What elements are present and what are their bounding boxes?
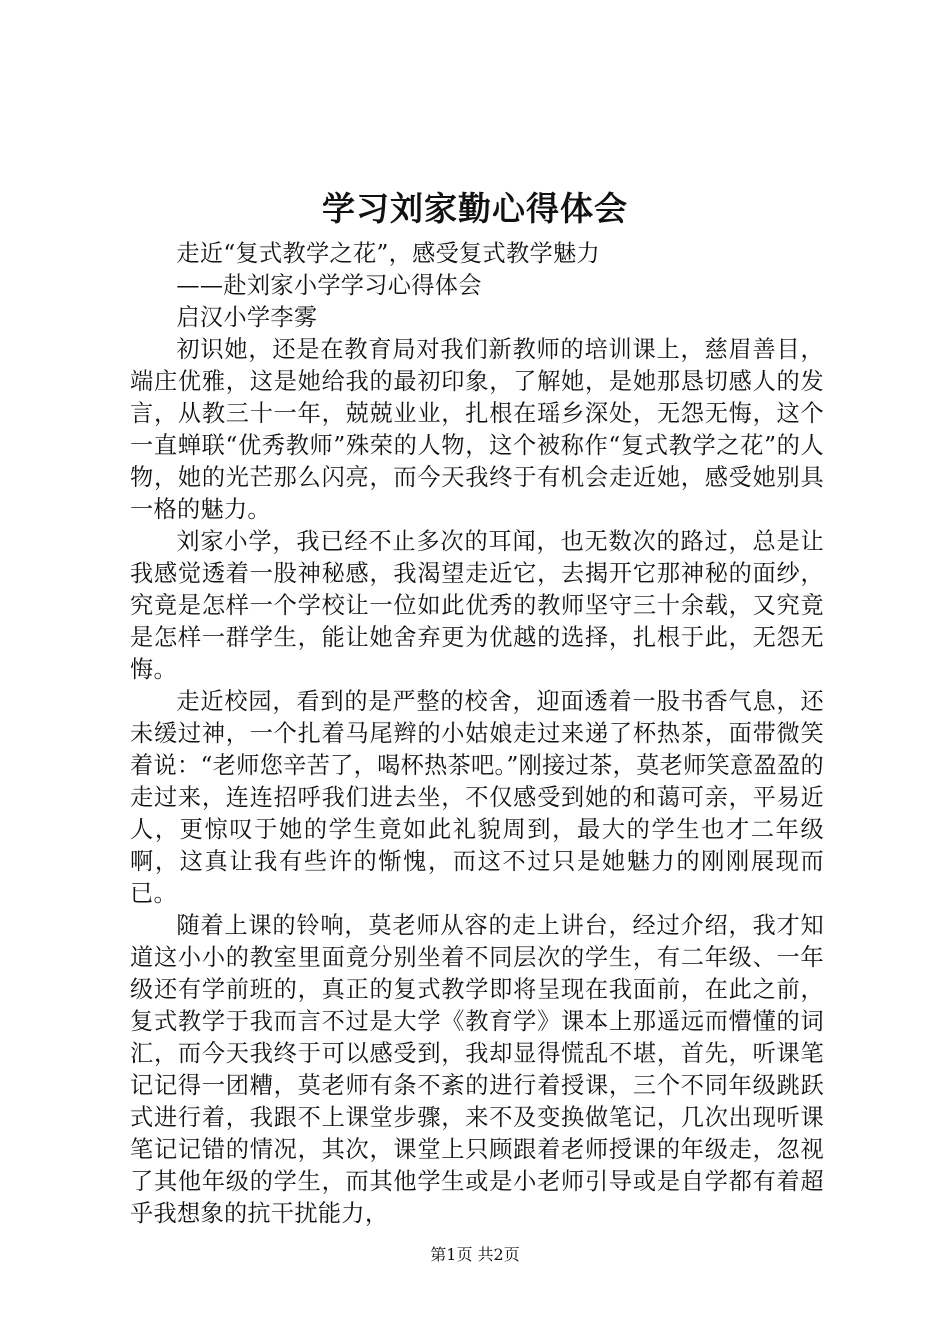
paragraph: 初识她，还是在教育局对我们新教师的培训课上，慈眉善目，端庄优雅，这是她给我的最初印象，了解她，是她那恳切感人的发言，从教三十一年，兢兢业业，扎根在瑶乡深处，无怨无悔，这个一直蝉联“优秀教师”殊荣的人物，这个被称作“复式教学之花”的人物，她的光芒那么闪亮，而今天我终于有机会走近她，感受她别具一格的魅力。 bbox=[130, 336, 824, 523]
subtitle: 走近“复式教学之花”，感受复式教学魅力 bbox=[176, 240, 600, 267]
paragraph: 刘家小学，我已经不止多次的耳闻，也无数次的路过，总是让我感觉透着一股神秘感，我渴望走近它，去揭开它那神秘的面纱，究竟是怎样一个学校让一位如此优秀的教师坚守三十余载，又究竟是怎样一群学生，能让她舍弃更为优越的选择，扎根于此，无怨无悔。 bbox=[130, 528, 824, 683]
page-footer: 第1页 共2页 bbox=[430, 1245, 520, 1264]
subtitle-secondary: ——赴刘家小学学习心得体会 bbox=[176, 272, 482, 299]
paragraph: 随着上课的铃响，莫老师从容的走上讲台，经过介绍，我才知道这小小的教室里面竟分别坐着不同层次的学生，有二年级、一年级还有学前班的，真正的复式教学即将呈现在我面前，在此之前，复式教学于我而言不过是大学《教育学》课本上那遥远而懵懂的词汇，而今天我终于可以感受到，我却显得慌乱不堪，首先，听课笔记记得一团糟，莫老师有条不紊的进行着授课，三个不同年级跳跃式进行着，我跟不上课堂步骤，来不及变换做笔记，几次出现听课笔记记错的情况，其次，课堂上只顾跟着老师授课的年级走，忽视了其他年级的学生，而其他学生或是小老师引导或是自学都有着超乎我想象的抗干扰能力， bbox=[130, 912, 824, 1227]
document-title: 学习刘家勤心得体会 bbox=[322, 189, 628, 228]
author-line: 启汉小学李雾 bbox=[176, 304, 318, 331]
document-body bbox=[130, 238, 824, 1230]
paragraph: 走近校园，看到的是严整的校舍，迎面透着一股书香气息，还未缓过神，一个扎着马尾辫的小姑娘走过来递了杯热茶，面带微笑着说：“老师您辛苦了，喝杯热茶吧。”刚接过茶，莫老师笑意盈盈的走过来，连连招呼我们进去坐，不仅感受到她的和蔼可亲，平易近人，更惊叹于她的学生竟如此礼貌周到，最大的学生也才二年级啊，这真让我有些许的惭愧，而这不过只是她魅力的刚刚展现而已。 bbox=[130, 688, 824, 907]
